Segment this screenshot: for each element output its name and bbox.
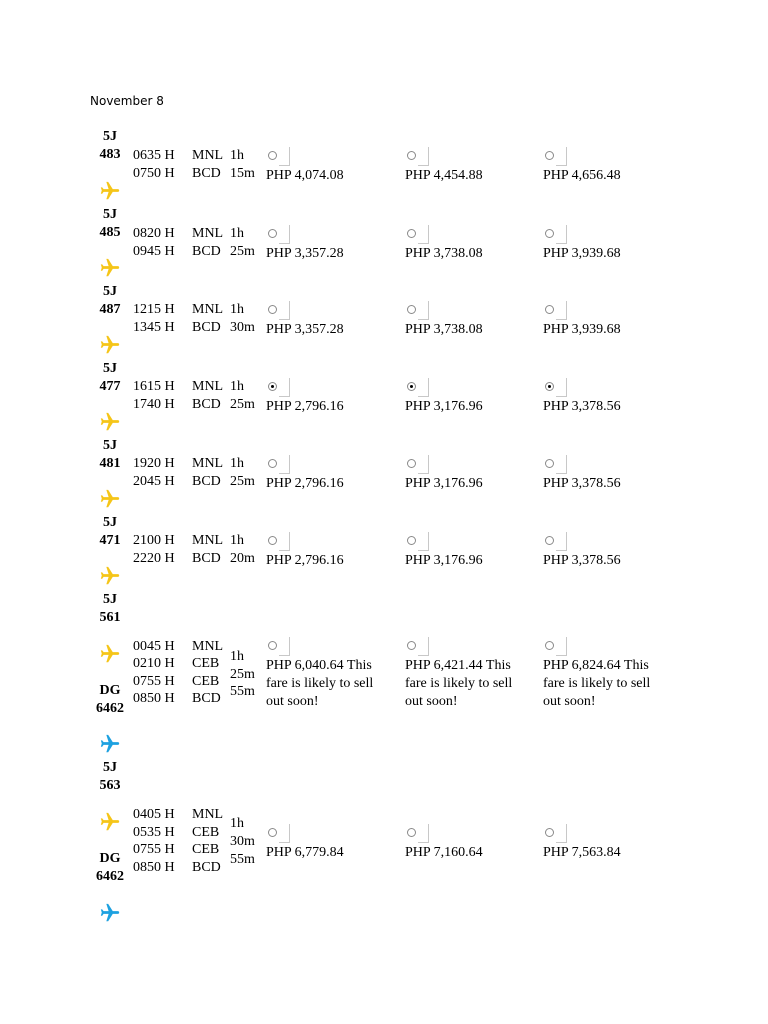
flight-number: 481	[99, 456, 121, 471]
fare-option[interactable]	[405, 637, 527, 711]
destination-airport: BCD	[192, 691, 221, 706]
fare-radio[interactable]	[266, 301, 290, 320]
stopover-airport: CEB	[192, 825, 220, 840]
fare-option[interactable]	[266, 824, 388, 862]
fare-price: PHP 6,421.44 This fare is likely to sell out soon!	[405, 658, 513, 709]
destination-airport: BCD	[192, 166, 221, 181]
fare-radio[interactable]	[266, 147, 290, 166]
fare-price: PHP 4,454.88	[405, 168, 483, 183]
arrival-time: 2045 H	[133, 474, 175, 489]
airplane-icon	[99, 488, 121, 510]
fare-option[interactable]	[266, 147, 388, 185]
departure-time: 0045 H	[133, 639, 175, 654]
flight-code: 5J	[103, 760, 117, 775]
flight-number: 563	[99, 778, 121, 793]
departure-time: 2100 H	[133, 533, 175, 548]
departure-time: 1215 H	[133, 302, 175, 317]
fare-radio[interactable]	[266, 532, 290, 551]
flight-number: 6462	[96, 869, 124, 884]
fare-radio[interactable]	[266, 225, 290, 244]
arrival-time: 0850 H	[133, 691, 175, 706]
fare-radio[interactable]	[405, 455, 429, 474]
departure-time: 0755 H	[133, 674, 175, 689]
fare-price: PHP 3,738.08	[405, 246, 483, 261]
flight-number: 487	[99, 302, 121, 317]
departure-time: 0755 H	[133, 842, 175, 857]
flight-number: 477	[99, 379, 121, 394]
duration-minutes: 30m	[230, 320, 255, 335]
airplane-icon	[99, 334, 121, 356]
layover-minutes: 55m	[230, 852, 255, 867]
fare-price: PHP 2,796.16	[266, 399, 344, 414]
fare-option[interactable]	[543, 824, 665, 862]
departure-time: 0635 H	[133, 148, 175, 163]
destination-airport: BCD	[192, 860, 221, 875]
flight-code: DG	[99, 683, 121, 698]
flight-number: 561	[99, 610, 121, 625]
arrival-time: 0750 H	[133, 166, 175, 181]
stopover-airport: CEB	[192, 842, 220, 857]
flight-code: 5J	[103, 592, 117, 607]
fare-option[interactable]	[266, 637, 388, 711]
fare-option[interactable]	[405, 824, 527, 862]
arrival-time: 0945 H	[133, 244, 175, 259]
fare-option[interactable]	[543, 532, 665, 570]
destination-airport: BCD	[192, 244, 221, 259]
fare-radio[interactable]	[405, 824, 429, 843]
destination-airport: BCD	[192, 320, 221, 335]
fare-radio[interactable]	[543, 301, 567, 320]
origin-airport: MNL	[192, 226, 224, 241]
airplane-icon	[99, 411, 121, 433]
arrival-time: 0850 H	[133, 860, 175, 875]
fare-price: PHP 6,779.84	[266, 845, 344, 860]
fare-radio[interactable]	[543, 637, 567, 656]
origin-airport: MNL	[192, 639, 224, 654]
fare-option[interactable]	[405, 301, 527, 339]
fare-price: PHP 3,939.68	[543, 322, 621, 337]
flight-number: 471	[99, 533, 121, 548]
fare-price: PHP 7,563.84	[543, 845, 621, 860]
origin-airport: MNL	[192, 148, 224, 163]
duration-minutes: 25m	[230, 397, 255, 412]
fare-radio[interactable]	[543, 225, 567, 244]
fare-price: PHP 3,378.56	[543, 553, 621, 568]
duration-hours: 1h	[230, 302, 244, 317]
fare-price: PHP 6,040.64 This fare is likely to sell out soon!	[266, 658, 374, 709]
fare-option[interactable]	[266, 532, 388, 570]
layover-minutes: 55m	[230, 684, 255, 699]
fare-radio[interactable]	[405, 532, 429, 551]
airplane-icon	[99, 902, 121, 924]
origin-airport: MNL	[192, 302, 224, 317]
fare-radio[interactable]	[266, 637, 290, 656]
duration-hours: 1h	[230, 649, 244, 664]
departure-time: 0820 H	[133, 226, 175, 241]
airplane-icon	[99, 811, 121, 833]
fare-price: PHP 4,074.08	[266, 168, 344, 183]
flight-code: 5J	[103, 129, 117, 144]
duration-minutes: 25m	[230, 244, 255, 259]
fare-price: PHP 3,176.96	[405, 399, 483, 414]
fare-price: PHP 3,357.28	[266, 322, 344, 337]
fare-radio[interactable]	[405, 637, 429, 656]
fare-option[interactable]	[543, 637, 665, 711]
fare-option[interactable]	[405, 378, 527, 416]
fare-radio-selected[interactable]	[543, 378, 567, 397]
fare-option[interactable]	[266, 455, 388, 493]
fare-radio[interactable]	[405, 301, 429, 320]
fare-price: PHP 3,176.96	[405, 553, 483, 568]
duration-hours: 1h	[230, 226, 244, 241]
fare-price: PHP 2,796.16	[266, 553, 344, 568]
origin-airport: MNL	[192, 807, 224, 822]
date-heading: November 8	[90, 94, 164, 108]
fare-price: PHP 2,796.16	[266, 476, 344, 491]
destination-airport: BCD	[192, 551, 221, 566]
fare-option[interactable]	[543, 147, 665, 185]
fare-price: PHP 3,176.96	[405, 476, 483, 491]
fare-price: PHP 6,824.64 This fare is likely to sell out soon!	[543, 658, 651, 709]
fare-radio[interactable]	[543, 532, 567, 551]
fare-price: PHP 7,160.64	[405, 845, 483, 860]
fare-radio[interactable]	[405, 225, 429, 244]
duration-minutes: 25m	[230, 474, 255, 489]
airplane-icon	[99, 643, 121, 665]
duration-minutes: 15m	[230, 166, 255, 181]
fare-option[interactable]	[543, 378, 665, 416]
fare-radio-selected[interactable]	[405, 378, 429, 397]
departure-time: 1615 H	[133, 379, 175, 394]
flight-code: 5J	[103, 361, 117, 376]
flight-number: 483	[99, 147, 121, 162]
flight-code: 5J	[103, 284, 117, 299]
flight-code: 5J	[103, 438, 117, 453]
fare-option[interactable]	[266, 301, 388, 339]
fare-option[interactable]	[266, 225, 388, 263]
origin-airport: MNL	[192, 533, 224, 548]
destination-airport: BCD	[192, 397, 221, 412]
fare-radio[interactable]	[266, 824, 290, 843]
destination-airport: BCD	[192, 474, 221, 489]
fare-price: PHP 3,378.56	[543, 399, 621, 414]
arrival-time: 0535 H	[133, 825, 175, 840]
stopover-airport: CEB	[192, 674, 220, 689]
fare-radio[interactable]	[266, 455, 290, 474]
duration-minutes: 20m	[230, 551, 255, 566]
fare-option[interactable]	[543, 301, 665, 339]
departure-time: 0405 H	[133, 807, 175, 822]
origin-airport: MNL	[192, 379, 224, 394]
fare-option[interactable]	[405, 532, 527, 570]
arrival-time: 0210 H	[133, 656, 175, 671]
flight-number: 485	[99, 225, 121, 240]
fare-option[interactable]	[543, 455, 665, 493]
duration-hours: 1h	[230, 816, 244, 831]
fare-radio[interactable]	[543, 147, 567, 166]
duration-hours: 1h	[230, 456, 244, 471]
fare-radio-selected[interactable]	[266, 378, 290, 397]
duration-minutes: 30m	[230, 834, 255, 849]
fare-option[interactable]	[405, 147, 527, 185]
flight-code: 5J	[103, 207, 117, 222]
airplane-icon	[99, 733, 121, 755]
stopover-airport: CEB	[192, 656, 220, 671]
airplane-icon	[99, 180, 121, 202]
fare-option[interactable]	[266, 378, 388, 416]
fare-radio[interactable]	[543, 455, 567, 474]
duration-hours: 1h	[230, 533, 244, 548]
duration-minutes: 25m	[230, 667, 255, 682]
fare-price: PHP 3,939.68	[543, 246, 621, 261]
airplane-icon	[99, 257, 121, 279]
arrival-time: 1740 H	[133, 397, 175, 412]
fare-price: PHP 3,357.28	[266, 246, 344, 261]
duration-hours: 1h	[230, 148, 244, 163]
arrival-time: 2220 H	[133, 551, 175, 566]
flight-code: 5J	[103, 515, 117, 530]
arrival-time: 1345 H	[133, 320, 175, 335]
origin-airport: MNL	[192, 456, 224, 471]
fare-price: PHP 3,738.08	[405, 322, 483, 337]
fare-radio[interactable]	[405, 147, 429, 166]
duration-hours: 1h	[230, 379, 244, 394]
fare-option[interactable]	[543, 225, 665, 263]
fare-option[interactable]	[405, 455, 527, 493]
flight-number: 6462	[96, 701, 124, 716]
fare-radio[interactable]	[543, 824, 567, 843]
flight-code: DG	[99, 851, 121, 866]
airplane-icon	[99, 565, 121, 587]
departure-time: 1920 H	[133, 456, 175, 471]
fare-price: PHP 4,656.48	[543, 168, 621, 183]
fare-price: PHP 3,378.56	[543, 476, 621, 491]
fare-option[interactable]	[405, 225, 527, 263]
